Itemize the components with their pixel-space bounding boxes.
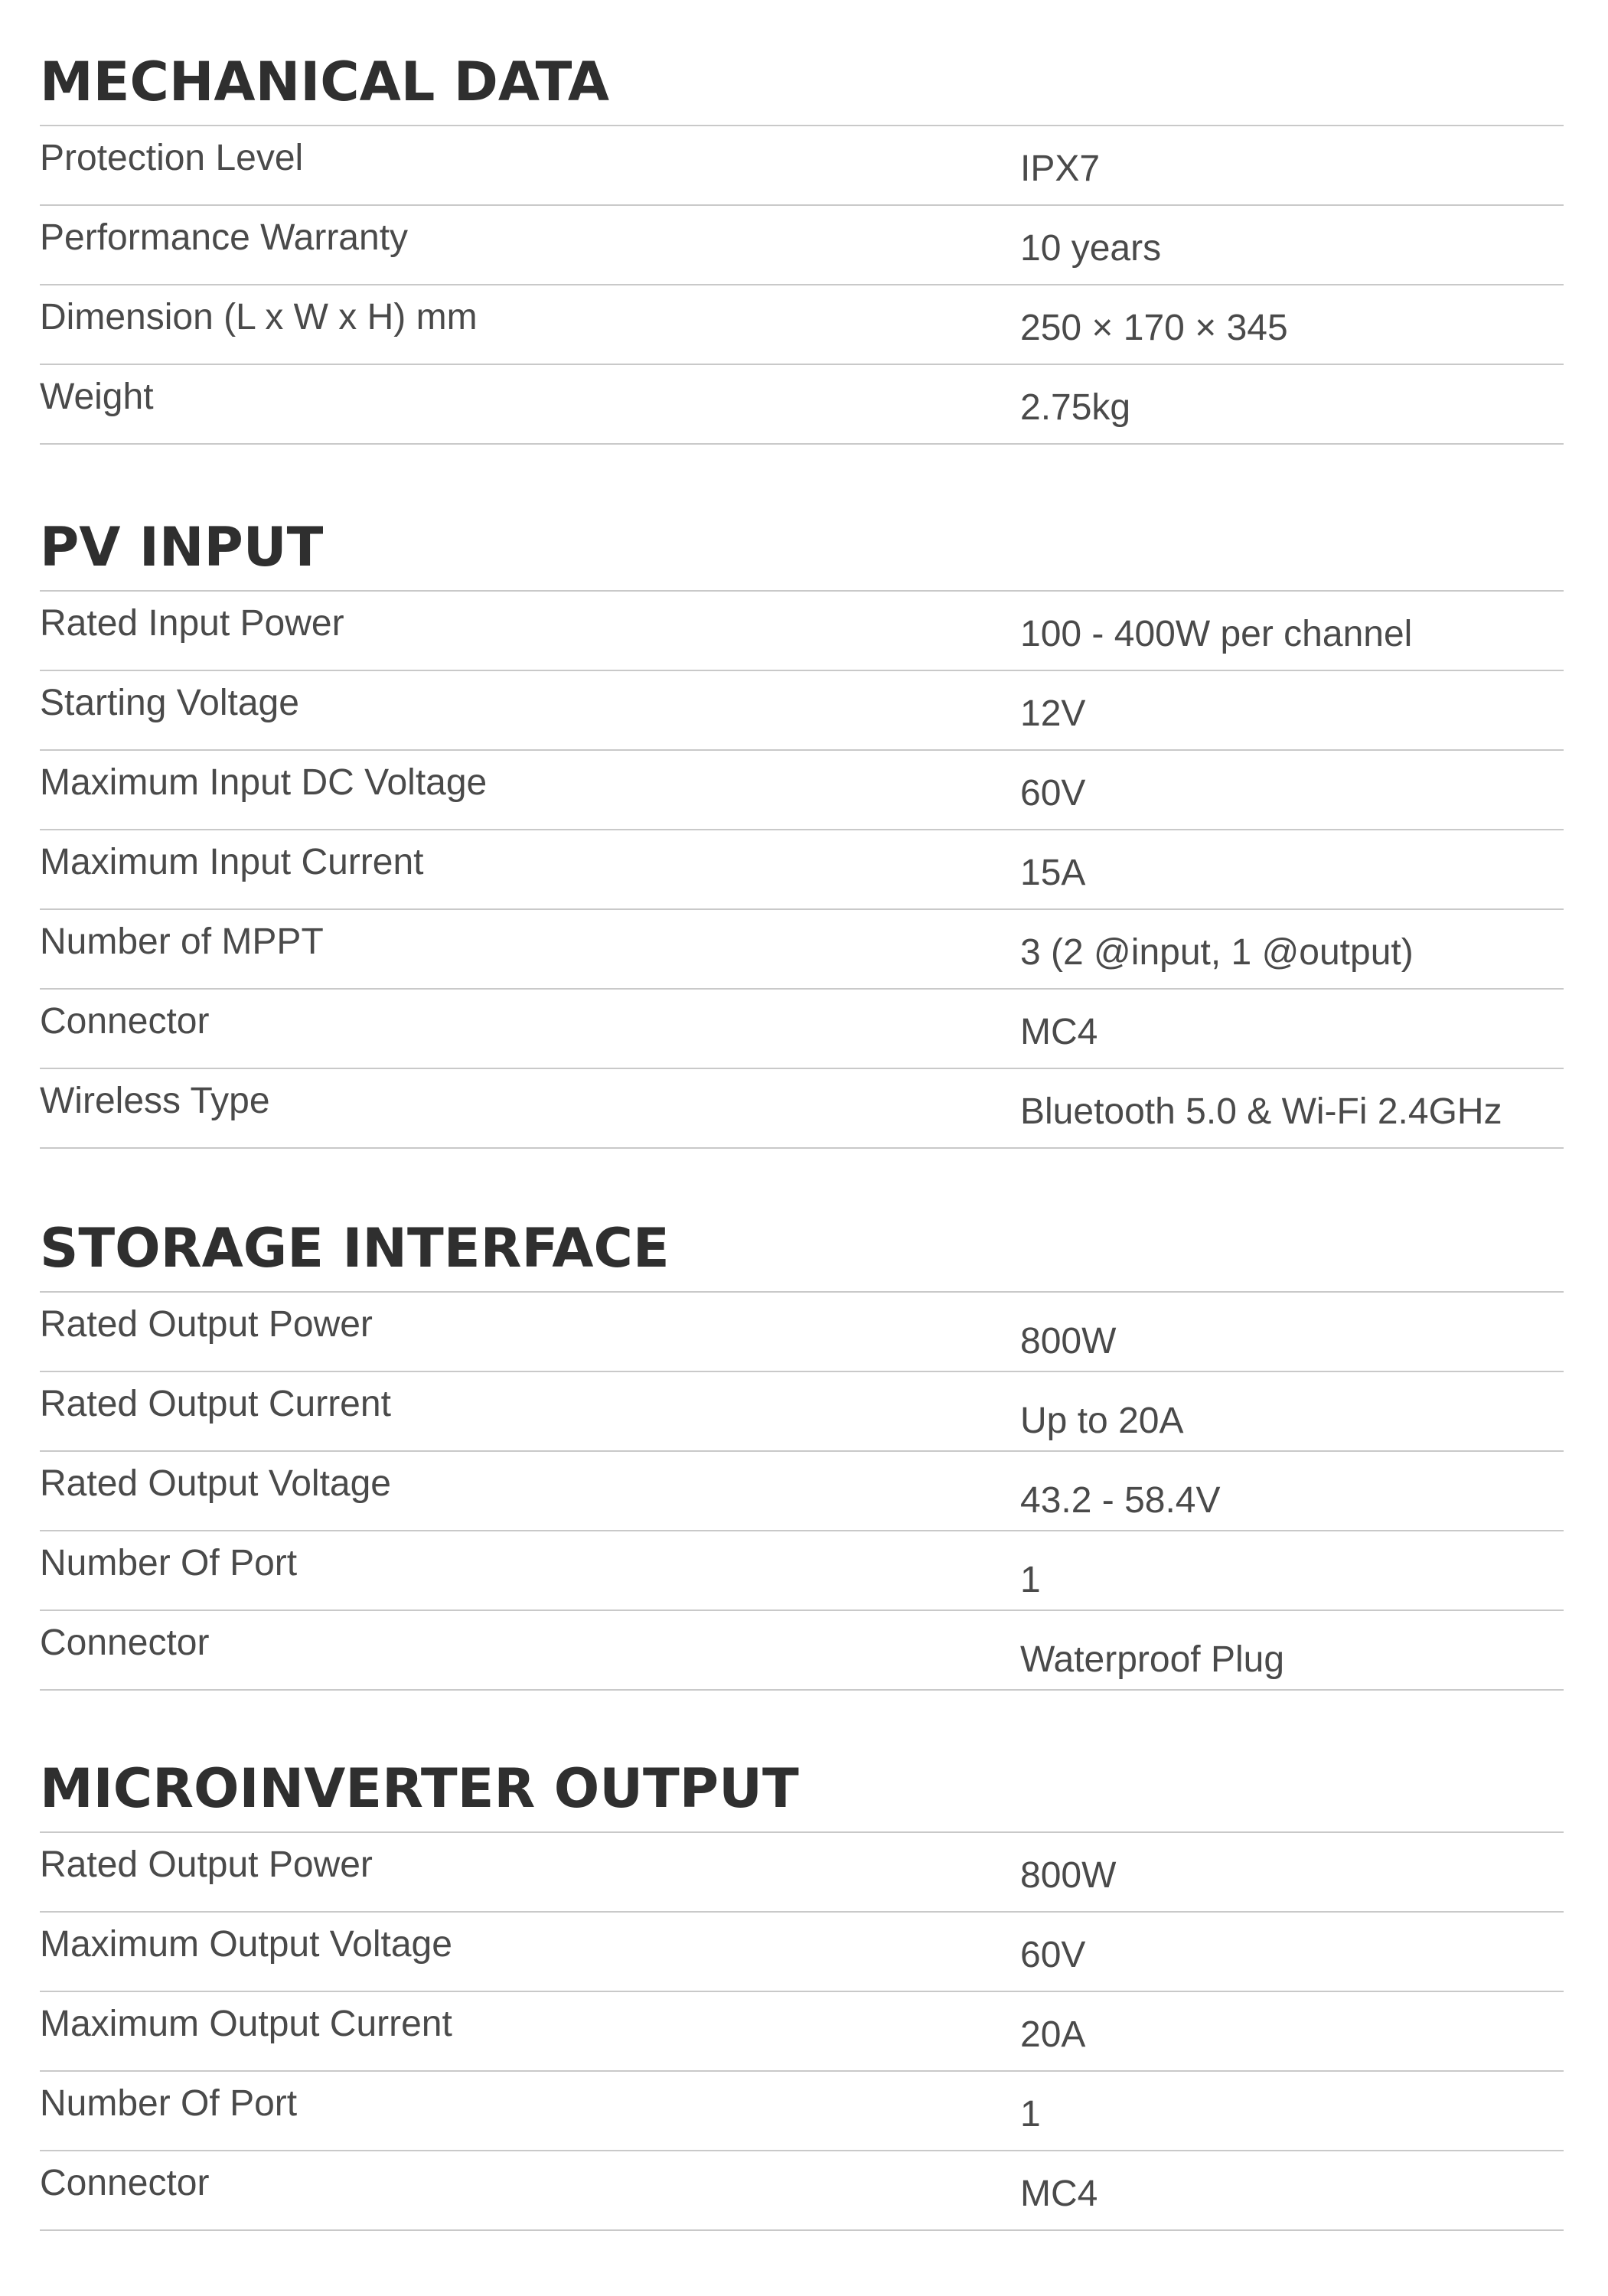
spec-value: 250 × 170 × 345 [1020,308,1288,348]
spec-label: Number of MPPT [40,921,324,962]
section-storage-interface [40,1205,1564,1691]
table-row [40,990,1564,1069]
spec-label: Rated Output Power [40,1304,373,1345]
spec-label: Maximum Output Voltage [40,1924,452,1965]
spec-value: Waterproof Plug [1020,1639,1285,1680]
table-row [40,1372,1564,1452]
table-row [40,671,1564,751]
table-row [40,1452,1564,1531]
spec-label: Number Of Port [40,2083,298,2124]
spec-value: 20A [1020,2014,1086,2055]
spec-value: 10 years [1020,228,1162,269]
section-title: STORAGE INTERFACE [40,1205,1564,1293]
spec-value: 60V [1020,1935,1086,1975]
table-row [40,1531,1564,1611]
spec-label: Rated Output Voltage [40,1463,391,1504]
spec-value: Up to 20A [1020,1401,1184,1441]
section-title: MECHANICAL DATA [40,38,1564,126]
spec-value: 1 [1020,1560,1041,1600]
section-title: PV INPUT [40,504,1564,592]
spec-label: Performance Warranty [40,217,409,258]
table-row [40,126,1564,206]
spec-value: 100 - 400W per channel [1020,614,1413,654]
table-row [40,2151,1564,2231]
table-row [40,365,1564,445]
table-row [40,1913,1564,1992]
spec-label: Connector [40,2163,210,2203]
section-microinverter-output [40,1745,1564,2231]
spec-label: Rated Output Power [40,1844,373,1885]
spec-value: 12V [1020,693,1086,734]
table-row [40,1611,1564,1691]
table-row [40,285,1564,365]
spec-label: Wireless Type [40,1081,270,1121]
table-row [40,1293,1564,1372]
spec-value: 43.2 - 58.4V [1020,1480,1221,1521]
spec-value: 1 [1020,2094,1041,2135]
spec-label: Maximum Output Current [40,2004,452,2044]
spec-label: Rated Output Current [40,1384,391,1424]
table-row [40,206,1564,285]
spec-label: Starting Voltage [40,683,299,723]
spec-value: 2.75kg [1020,387,1131,428]
table-row [40,1069,1564,1149]
section-pv-input [40,504,1564,1149]
spec-value: IPX7 [1020,148,1101,189]
spec-label: Maximum Input Current [40,842,424,882]
table-row [40,751,1564,830]
table-row [40,830,1564,910]
spec-label: Protection Level [40,138,304,178]
spec-value: 60V [1020,773,1086,814]
spec-value: Bluetooth 5.0 & Wi-Fi 2.4GHz [1020,1091,1502,1132]
section-mechanical-data [40,38,1564,445]
spec-label: Connector [40,1623,210,1663]
table-row [40,1992,1564,2072]
spec-value: MC4 [1020,1012,1098,1052]
spec-label: Connector [40,1001,210,1042]
spec-value: MC4 [1020,2174,1098,2214]
table-row [40,1833,1564,1913]
table-row [40,2072,1564,2151]
spec-value: 15A [1020,853,1086,893]
spec-label: Rated Input Power [40,603,344,644]
table-row [40,910,1564,990]
spec-label: Dimension (L x W x H) mm [40,297,478,338]
spec-value: 800W [1020,1855,1117,1896]
spec-label: Maximum Input DC Voltage [40,762,488,803]
spec-label: Weight [40,377,154,417]
spec-value: 800W [1020,1321,1117,1362]
section-title: MICROINVERTER OUTPUT [40,1745,1564,1833]
spec-label: Number Of Port [40,1543,298,1583]
table-row [40,592,1564,671]
spec-value: 3 (2 @input, 1 @output) [1020,932,1414,973]
